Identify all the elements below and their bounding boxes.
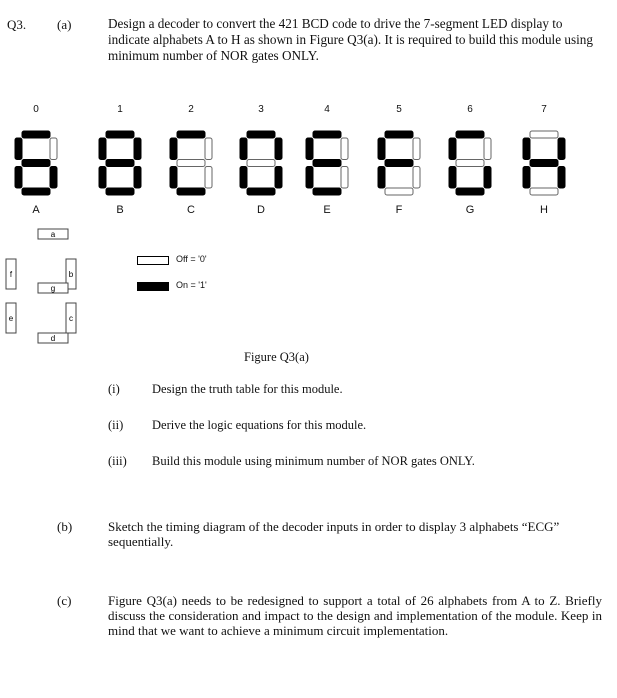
label-diagram-text-c: c bbox=[69, 314, 73, 323]
legend-off-label: Off = '0' bbox=[176, 254, 207, 264]
segment-e bbox=[15, 167, 22, 189]
label-diagram-text-e: e bbox=[8, 314, 14, 323]
letter-a: A bbox=[32, 204, 40, 216]
segment-e bbox=[378, 167, 385, 189]
digit-number-3: 3 bbox=[258, 104, 264, 115]
segment-b bbox=[275, 138, 282, 160]
segment-e bbox=[99, 167, 106, 189]
segment-b bbox=[205, 138, 212, 160]
segment-f bbox=[378, 138, 385, 160]
segment-d bbox=[313, 188, 341, 195]
segment-e bbox=[449, 167, 456, 189]
letter-e: E bbox=[323, 204, 331, 216]
segment-b bbox=[484, 138, 491, 160]
segment-a bbox=[247, 131, 275, 138]
digit-number-5: 5 bbox=[396, 104, 402, 115]
segment-d bbox=[177, 188, 205, 195]
part-c-label: (c) bbox=[57, 593, 72, 608]
letter-c: C bbox=[187, 204, 195, 216]
label-diagram-text-f: f bbox=[9, 270, 13, 279]
segment-b bbox=[134, 138, 141, 160]
seven-segment-digit-b bbox=[99, 131, 141, 195]
question-number: Q3. bbox=[7, 17, 27, 32]
segment-c bbox=[558, 167, 565, 189]
segment-b bbox=[341, 138, 348, 160]
part-b-text: Sketch the timing diagram of the decoder inputs in order to display 3 alphabets “ECG” sequentially. bbox=[108, 519, 560, 549]
segment-d bbox=[530, 188, 558, 195]
segment-b bbox=[413, 138, 420, 160]
seven-segment-digit-c bbox=[170, 131, 212, 195]
legend-on-swatch bbox=[137, 282, 169, 291]
label-diagram-text-b: b bbox=[68, 270, 74, 279]
seven-segment-digit-d bbox=[240, 131, 282, 195]
part-b-label: (b) bbox=[57, 519, 73, 534]
seven-segment-digit-g bbox=[449, 131, 491, 195]
segment-a bbox=[385, 131, 413, 138]
segment-d bbox=[22, 188, 50, 195]
segment-g bbox=[313, 160, 341, 167]
label-diagram-text-g: g bbox=[50, 284, 56, 293]
legend-off-swatch bbox=[137, 256, 169, 265]
segment-a bbox=[313, 131, 341, 138]
part-c-text: Figure Q3(a) needs to be redesigned to support a total of 26 alphabets from A to Z. Briefly discuss the consideration and impact to the design and implementation of the module. Keep in mind that we want to achieve a minimum circuit implementation. bbox=[108, 593, 602, 638]
segment-g bbox=[247, 160, 275, 167]
digit-number-2: 2 bbox=[188, 104, 194, 115]
figure-caption: Figure Q3(a) bbox=[244, 350, 309, 364]
subpart-i-text: Design the truth table for this module. bbox=[152, 382, 343, 396]
segment-f bbox=[306, 138, 313, 160]
segment-g bbox=[177, 160, 205, 167]
segment-c bbox=[484, 167, 491, 189]
legend-on-label: On = '1' bbox=[176, 280, 207, 290]
segment-e bbox=[170, 167, 177, 189]
segment-b bbox=[50, 138, 57, 160]
segment-a bbox=[530, 131, 558, 138]
segment-g bbox=[106, 160, 134, 167]
segment-g bbox=[385, 160, 413, 167]
segment-c bbox=[134, 167, 141, 189]
segment-g bbox=[530, 160, 558, 167]
digit-number-1: 1 bbox=[117, 104, 123, 115]
segment-c bbox=[341, 167, 348, 189]
seven-segment-digit-e bbox=[306, 131, 348, 195]
letter-d: D bbox=[257, 204, 265, 216]
segment-e bbox=[523, 167, 530, 189]
subpart-ii-text: Derive the logic equations for this module. bbox=[152, 418, 367, 432]
segment-g bbox=[456, 160, 484, 167]
segment-a bbox=[22, 131, 50, 138]
segment-c bbox=[413, 167, 420, 189]
segment-f bbox=[523, 138, 530, 160]
seven-segment-digit-a bbox=[15, 131, 57, 195]
segment-f bbox=[449, 138, 456, 160]
segment-d bbox=[106, 188, 134, 195]
segment-d bbox=[385, 188, 413, 195]
digit-number-6: 6 bbox=[467, 104, 473, 115]
segment-e bbox=[306, 167, 313, 189]
subpart-iii-text: Build this module using minimum number of NOR gates ONLY. bbox=[152, 454, 475, 468]
subpart-i-label: (i) bbox=[108, 382, 120, 396]
digit-number-0: 0 bbox=[33, 104, 39, 115]
letter-h: H bbox=[540, 204, 548, 216]
segment-a bbox=[177, 131, 205, 138]
seven-segment-display-row bbox=[0, 128, 617, 198]
segment-f bbox=[170, 138, 177, 160]
segment-d bbox=[456, 188, 484, 195]
segment-a bbox=[456, 131, 484, 138]
segment-c bbox=[205, 167, 212, 189]
segment-f bbox=[99, 138, 106, 160]
segment-e bbox=[240, 167, 247, 189]
segment-b bbox=[558, 138, 565, 160]
segment-c bbox=[50, 167, 57, 189]
label-diagram-text-d: d bbox=[50, 334, 56, 343]
letter-f: F bbox=[395, 204, 403, 216]
digit-number-7: 7 bbox=[541, 104, 547, 115]
segment-f bbox=[240, 138, 247, 160]
letter-b: B bbox=[116, 204, 124, 216]
part-a-label: (a) bbox=[57, 17, 72, 32]
seven-segment-digit-f bbox=[378, 131, 420, 195]
segment-f bbox=[15, 138, 22, 160]
segment-c bbox=[275, 167, 282, 189]
letter-g: G bbox=[465, 204, 475, 216]
segment-label-diagram bbox=[0, 225, 110, 355]
segment-g bbox=[22, 160, 50, 167]
segment-d bbox=[247, 188, 275, 195]
digit-number-4: 4 bbox=[324, 104, 330, 115]
subpart-iii-label: (iii) bbox=[108, 454, 127, 468]
part-a-text: Design a decoder to convert the 421 BCD code to drive the 7-segment LED display to indicate alphabets A to H as shown in Figure Q3(a). It is required to build this module using minimum number of NOR gates ONLY. bbox=[108, 16, 593, 63]
subpart-ii-label: (ii) bbox=[108, 418, 124, 432]
segment-a bbox=[106, 131, 134, 138]
seven-segment-digit-h bbox=[523, 131, 565, 195]
label-diagram-text-a: a bbox=[50, 230, 56, 239]
